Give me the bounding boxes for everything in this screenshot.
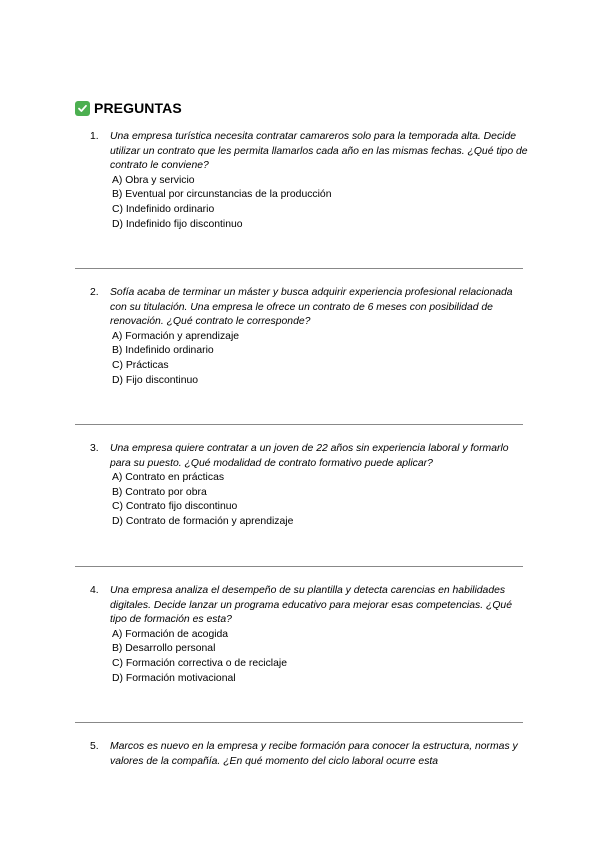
option-b: B) Eventual por circunstancias de la producción <box>112 189 332 201</box>
option-b: B) Desarrollo personal <box>112 643 216 655</box>
option-c: C) Contrato fijo discontinuo <box>112 501 238 513</box>
option-d: D) Indefinido fijo discontinuo <box>112 218 243 230</box>
question-number: 4. <box>90 585 99 596</box>
option-b: B) Indefinido ordinario <box>112 345 214 357</box>
options-list <box>90 471 530 529</box>
question-text: Marcos es nuevo en la empresa y recibe formación para conocer la estructura, normas y valores de la compañía. ¿En qué momento del ciclo laboral ocurre esta <box>110 741 518 767</box>
options-list <box>90 330 530 388</box>
question-number: 5. <box>90 741 99 752</box>
option-d: D) Formación motivacional <box>112 672 236 684</box>
question-number: 2. <box>90 287 99 298</box>
divider <box>75 424 523 425</box>
question-text: Una empresa turística necesita contratar camareros solo para la temporada alta. Decide utilizar un contrato que les permita llamarlos cada año en las mismas fechas. ¿Qué tipo de contrato le conviene? <box>110 131 528 172</box>
option-a: A) Formación de acogida <box>112 628 229 640</box>
question-5 <box>90 740 530 769</box>
check-mark-icon <box>75 101 90 116</box>
option-c: C) Formación correctiva o de reciclaje <box>112 657 287 669</box>
option-a: A) Obra y servicio <box>112 174 195 186</box>
section-title: PREGUNTAS <box>94 100 182 116</box>
option-b: B) Contrato por obra <box>112 486 207 498</box>
option-a: A) Formación y aprendizaje <box>112 330 240 342</box>
options-list <box>90 628 530 686</box>
question-text: Sofía acaba de terminar un máster y busca adquirir experiencia profesional relacionada con su titulación. Una empresa le ofrece un contrato de 6 meses con posibilidad de renovación. ¿Qué contrato le corresponde? <box>110 287 513 328</box>
question-number: 3. <box>90 443 99 454</box>
divider <box>75 268 523 269</box>
option-d: D) Contrato de formación y aprendizaje <box>112 515 294 527</box>
option-a: A) Contrato en prácticas <box>112 472 225 484</box>
question-number: 1. <box>90 131 99 142</box>
question-text: Una empresa quiere contratar a un joven de 22 años sin experiencia laboral y formarlo para su puesto. ¿Qué modalidad de contrato formativo puede aplicar? <box>110 443 509 469</box>
option-c: C) Indefinido ordinario <box>112 203 215 215</box>
question-2 <box>90 286 530 388</box>
divider <box>75 722 523 723</box>
option-d: D) Fijo discontinuo <box>112 374 199 386</box>
divider <box>75 566 523 567</box>
question-4 <box>90 584 530 686</box>
question-1 <box>90 130 530 232</box>
question-3 <box>90 442 530 530</box>
option-c: C) Prácticas <box>112 359 169 371</box>
section-heading <box>75 100 182 116</box>
question-text: Una empresa analiza el desempeño de su plantilla y detecta carencias en habilidades digitales. Decide lanzar un programa educativo para mejorar esas competencias. ¿Qué tipo de formación es esta? <box>110 585 512 626</box>
options-list <box>90 174 530 232</box>
